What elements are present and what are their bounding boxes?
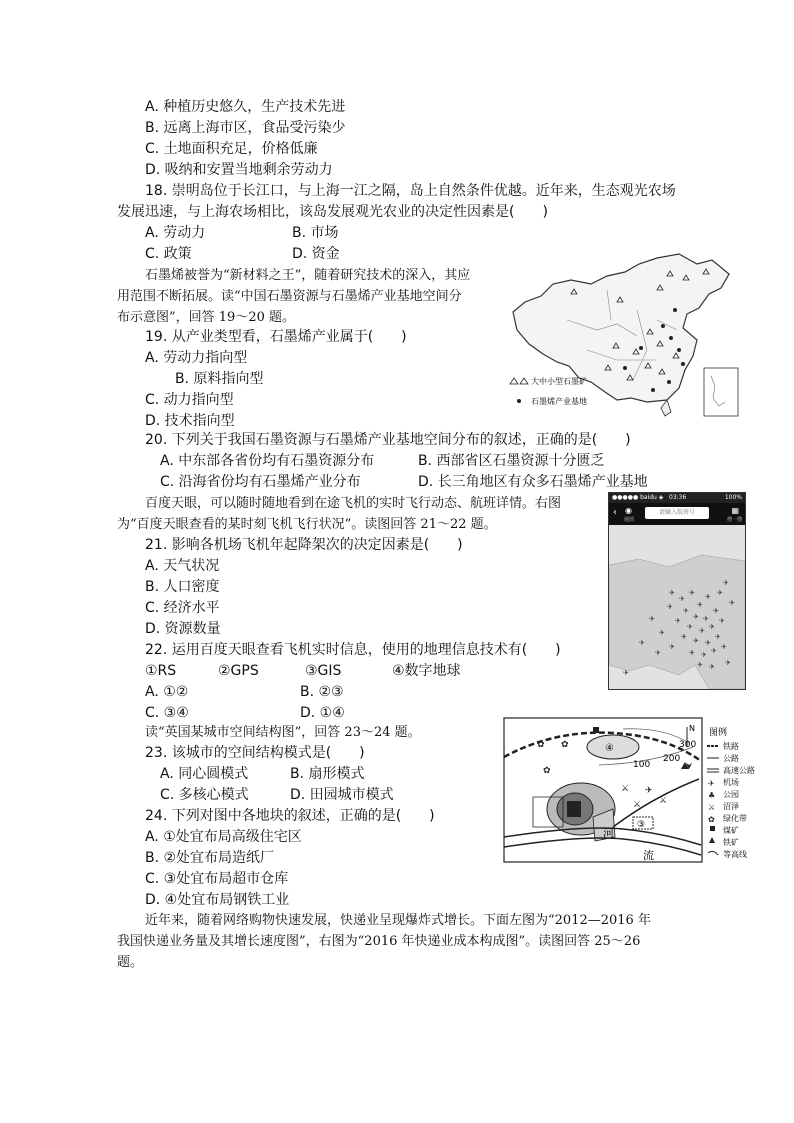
svg-text:✈: ✈ [723, 579, 729, 587]
svg-text:✈: ✈ [649, 615, 655, 623]
svg-text:✈: ✈ [721, 643, 727, 651]
q21-stem: 21. 影响各机场飞机年起降架次的决定因素是( ) [145, 537, 463, 553]
svg-text:✈: ✈ [689, 589, 695, 597]
q24-option-b: B. ②处宜布局造纸厂 [145, 850, 275, 866]
intro19-line3: 布示意图”，回答 19～20 题。 [117, 310, 295, 325]
river-label-1: 河 [603, 827, 614, 840]
legend-park: 公园 [723, 790, 739, 799]
china-graphite-map [507, 250, 752, 420]
legend-coal-mine: 煤矿 [723, 826, 739, 835]
q18-option-b: B. 市场 [292, 225, 339, 241]
legend-airport: 机场 [723, 778, 739, 787]
svg-text:✈: ✈ [697, 661, 703, 669]
q19-option-d: D. 技术指向型 [145, 413, 235, 429]
svg-text:✈: ✈ [725, 659, 731, 667]
phone-toolbar [609, 503, 745, 525]
svg-text:✈: ✈ [705, 593, 711, 601]
plot-4-label: ④ [605, 743, 614, 754]
svg-text:✿: ✿ [543, 766, 551, 776]
svg-text:✈: ✈ [675, 617, 681, 625]
eye-icon[interactable]: ◉ [625, 506, 632, 515]
svg-text:✈: ✈ [705, 639, 711, 647]
q22-stem: 22. 运用百度天眼查看飞机实时信息，使用的地理信息技术有( ) [145, 642, 561, 658]
svg-text:✈: ✈ [693, 613, 699, 621]
china-map-legend-base: 石墨烯产业基地 [531, 397, 587, 406]
map-tab-label[interactable]: 地图 [624, 517, 635, 523]
q17-option-b: B. 远离上海市区，食品受污染少 [145, 120, 346, 136]
svg-text:✈: ✈ [729, 599, 735, 607]
q21-option-a: A. 天气状况 [145, 558, 220, 574]
q17-option-c: C. 土地面积充足，价格低廉 [145, 141, 318, 157]
q21-option-c: C. 经济水平 [145, 600, 220, 616]
q21-option-d: D. 资源数量 [145, 621, 221, 637]
svg-text:⚔: ⚔ [708, 803, 716, 812]
back-icon[interactable]: ‹ [613, 507, 617, 518]
q19-option-c: C. 动力指向型 [145, 392, 234, 408]
q24-option-a: A. ①处宜布局高级住宅区 [145, 829, 302, 845]
clock-text: 03:36 [669, 494, 687, 501]
svg-text:✈: ✈ [719, 617, 725, 625]
q22-option-b: B. ②③ [300, 684, 344, 700]
q19-option-a: A. 劳动力指向型 [145, 350, 248, 366]
svg-text:✈: ✈ [667, 603, 673, 611]
svg-text:✈: ✈ [681, 633, 687, 641]
intro25-line1: 近年来，随着网络购物快速发展，快递业呈现爆炸式增长。下面左图为“2012—2016 年 [145, 913, 651, 928]
city-map-legend-title: 图例 [709, 728, 728, 738]
svg-text:✈: ✈ [697, 601, 703, 609]
search-tab-label[interactable]: 搜一搜 [726, 517, 742, 523]
svg-text:⚔: ⚔ [633, 800, 642, 810]
q20-option-a: A. 中东部各省份均有石墨资源分布 [160, 453, 375, 469]
contour-300-label: 300 [679, 740, 697, 750]
intro21-line2: 为“百度天眼查看的某时刻飞机飞行状况”。读图回答 21～22 题。 [117, 517, 497, 532]
q22-item-4: ④数字地球 [392, 663, 461, 679]
baidu-skyeye-screenshot [608, 492, 746, 690]
q18-option-d: D. 资金 [292, 246, 340, 262]
legend-greenbelt: 绿化带 [723, 814, 747, 823]
legend-contour: 等高线 [723, 850, 747, 859]
svg-text:✈: ✈ [679, 595, 685, 603]
q20-option-b: B. 西部省区石墨资源十分匮乏 [418, 453, 605, 469]
intro21-line1: 百度天眼，可以随时随地看到在途飞机的实时飞行动态、航班详情。右图 [145, 496, 562, 511]
contour-100-label: 100 [633, 760, 651, 770]
svg-text:✈: ✈ [703, 615, 709, 623]
svg-text:✈: ✈ [713, 607, 719, 615]
q18-stem-line2: 发展迅速，与上海农场相比，该岛发展观光农业的决定性因素是( ) [117, 204, 548, 220]
intro25-line2: 我国快递业务量及其增长速度图”，右图为“2016 年快递业成本构成图”。读图回答 25～26 [117, 934, 641, 949]
flight-map [609, 525, 745, 689]
q21-option-b: B. 人口密度 [145, 579, 220, 595]
q18-option-c: C. 政策 [145, 246, 192, 262]
svg-text:✈: ✈ [659, 629, 665, 637]
intro19-line2: 用范围不断拓展。读“中国石墨资源与石墨烯产业基地空间分 [117, 289, 462, 304]
q23-option-b: B. 扇形模式 [290, 766, 365, 782]
svg-text:✈: ✈ [708, 779, 715, 788]
svg-text:✈: ✈ [701, 651, 707, 659]
q23-stem: 23. 该城市的空间结构模式是( ) [145, 745, 365, 761]
svg-text:✈: ✈ [715, 633, 721, 641]
svg-text:✈: ✈ [669, 643, 675, 651]
intro19-line1: 石墨烯被誉为“新材料之王”，随着研究技术的深入，其应 [145, 268, 471, 283]
legend-swamp: 沼泽 [723, 802, 739, 811]
grid-icon[interactable]: ▦ [731, 506, 739, 515]
river-label-2: 流 [643, 849, 654, 862]
svg-text:✈: ✈ [717, 589, 723, 597]
north-label: N [689, 724, 695, 733]
q20-option-d: D. 长三角地区有众多石墨烯产业基地 [418, 474, 648, 490]
q17-option-a: A. 种植历史悠久，生产技术先进 [145, 99, 346, 115]
city-structure-map [503, 717, 765, 863]
svg-text:✈: ✈ [709, 623, 715, 631]
plot-3-label: ③ [637, 820, 646, 830]
svg-text:✈: ✈ [689, 649, 695, 657]
china-map-legend-mine: 大中小型石墨矿 [531, 377, 587, 386]
q22-option-d: D. ①④ [300, 705, 345, 721]
q24-option-c: C. ③处宜布局超市仓库 [145, 871, 289, 887]
intro23-line: 读“英国某城市空间结构图”，回答 23～24 题。 [145, 725, 421, 740]
svg-text:✈: ✈ [655, 649, 661, 657]
battery-text: 100% [724, 494, 742, 501]
legend-road: 公路 [723, 754, 739, 763]
svg-text:✈: ✈ [623, 669, 629, 677]
q22-item-1: ①RS [145, 663, 177, 679]
flight-search-input[interactable]: 请输入航班号 [645, 507, 709, 519]
svg-text:✈: ✈ [699, 627, 705, 635]
q17-option-d: D. 吸纳和安置当地剩余劳动力 [145, 162, 333, 178]
q24-stem: 24. 下列对图中各地块的叙述，正确的是( ) [145, 808, 435, 824]
phone-status-bar [609, 493, 745, 503]
carrier-text: ●●●●● baidu ◈ [612, 494, 664, 501]
svg-text:✈: ✈ [687, 623, 693, 631]
svg-text:✈: ✈ [711, 647, 717, 655]
intro25-line3: 题。 [117, 955, 144, 970]
q18-option-a: A. 劳动力 [145, 225, 206, 241]
q22-item-3: ③GIS [305, 663, 342, 679]
q19-option-b: B. 原料指向型 [175, 371, 264, 387]
svg-text:✈: ✈ [683, 607, 689, 615]
svg-text:✈: ✈ [645, 786, 653, 796]
q19-stem: 19. 从产业类型看，石墨烯产业属于( ) [145, 329, 407, 345]
q20-stem: 20. 下列关于我国石墨资源与石墨烯产业基地空间分布的叙述，正确的是( ) [145, 432, 631, 448]
svg-text:♣: ♣ [708, 791, 716, 800]
q23-option-d: D. 田园城市模式 [290, 787, 394, 803]
svg-text:✈: ✈ [639, 639, 645, 647]
svg-text:✿: ✿ [561, 740, 569, 750]
legend-railway: 铁路 [723, 742, 739, 751]
svg-text:✈: ✈ [709, 663, 715, 671]
legend-expressway: 高速公路 [723, 766, 755, 775]
q24-option-d: D. ④处宜布局钢铁工业 [145, 892, 290, 908]
q22-option-a: A. ①② [145, 684, 189, 700]
svg-text:⚔: ⚔ [659, 796, 668, 806]
q22-option-c: C. ③④ [145, 705, 189, 721]
legend-iron-mine: 铁矿 [723, 838, 739, 847]
q23-option-a: A. 同心圆模式 [160, 766, 249, 782]
contour-200-label: 200 [663, 754, 681, 764]
svg-text:✿: ✿ [537, 740, 545, 750]
svg-text:✿: ✿ [708, 815, 715, 824]
q22-item-2: ②GPS [218, 663, 259, 679]
q20-option-c: C. 沿海省份均有石墨烯产业分布 [160, 474, 361, 490]
q23-option-c: C. 多核心模式 [160, 787, 249, 803]
svg-text:✈: ✈ [693, 637, 699, 645]
svg-text:✈: ✈ [669, 589, 675, 597]
svg-text:⚔: ⚔ [621, 784, 630, 794]
q18-stem-line1: 18. 崇明岛位于长江口，与上海一江之隔，岛上自然条件优越。近年来，生态观光农场 [145, 183, 676, 199]
